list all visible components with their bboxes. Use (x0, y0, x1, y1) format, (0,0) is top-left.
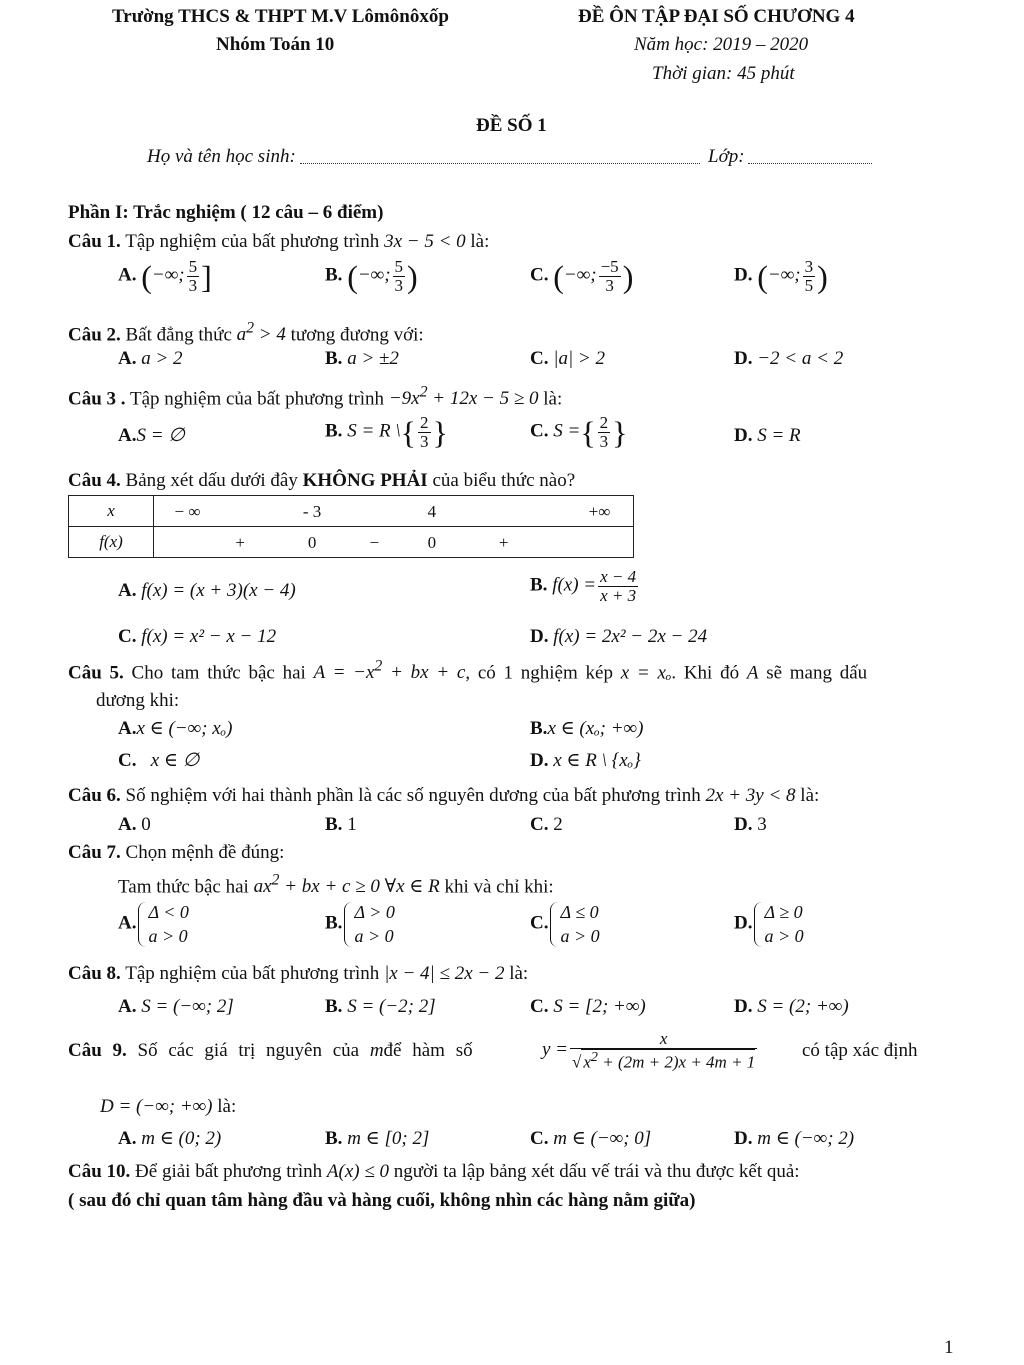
q9-stem: Câu 9. Số các giá trị nguyên của mđể hàm số (68, 1040, 473, 1061)
q9-tail: có tập xác định (802, 1040, 918, 1061)
q4-label: Câu 4. (68, 470, 121, 491)
q3-option-b: B. S = R \{ $\frac{2}{3}$ } (325, 413, 448, 451)
q7-sub: Tam thức bậc hai $ax^2$ + bx + c ≥ 0 ∀x ∈ R khi và chỉ khi: (118, 872, 554, 898)
q9-option-c: C. m ∈ (−∞; 0] (530, 1128, 652, 1149)
x-value: - 3 (302, 502, 322, 521)
q5-option-b: B.x ∈ (xₒ; +∞) (530, 718, 644, 739)
q4-stem: Câu 4. Bảng xét dấu dưới đây KHÔNG PHẢI của biểu thức nào? (68, 470, 576, 491)
student-name-field (300, 163, 700, 164)
exam-time: Thời gian: 45 phút (652, 63, 795, 84)
student-name-label: Họ và tên học sinh: (147, 146, 296, 167)
q9-option-b: B. m ∈ [0; 2] (325, 1128, 430, 1149)
school-name: Trường THCS & THPT M.V Lômônôxốp (112, 6, 449, 27)
q1-option-c: C. (−∞; $\frac{-5}{3}$ ) (530, 257, 634, 295)
q9-option-a: A. m ∈ (0; 2) (118, 1128, 222, 1149)
x-value: − ∞ (174, 502, 201, 521)
q7-option-a: A. Δ < 0 a > 0 (118, 900, 189, 949)
sign-table (68, 495, 634, 558)
q1-text: Tập nghiệm của bất phương trình (125, 231, 380, 252)
q1-option-b: B. (−∞; $\frac{5}{3}$ ) (325, 257, 418, 295)
q5-stem-cont: dương khi: (96, 690, 180, 711)
q5-label: Câu 5. (68, 662, 124, 684)
q10-label: Câu 10. (68, 1161, 131, 1182)
q9-domain: D = (−∞; +∞) là: (100, 1096, 237, 1117)
q3-option-c: C. S ={ $\frac{2}{3}$ } (530, 413, 628, 451)
q8-option-c: C. S = [2; +∞) (530, 996, 646, 1017)
school-year: Năm học: 2019 – 2020 (634, 34, 809, 55)
q6-option-c: C. 2 (530, 814, 563, 835)
q4-option-b: B. f(x) = $\frac{x - 4}{x + 3}$ (530, 567, 637, 605)
q5-option-a: A.x ∈ (−∞; xₒ) (118, 718, 233, 739)
q4-option-c: C. f(x) = x² − x − 12 (118, 626, 277, 647)
x-value: +∞ (588, 502, 611, 521)
q10-stem: Câu 10. Để giải bất phương trình A(x) ≤ 0 người ta lập bảng xét dấu vế trái và thu được kết quả: (68, 1161, 800, 1182)
q5-option-c: C. x ∈ ∅ (118, 750, 200, 771)
q2-option-b: B. a > ±2 (325, 348, 399, 369)
q2-stem: Câu 2. Bất đẳng thức $a^2 > 4$ tương đương với: (68, 320, 424, 346)
q9-function: y = $\frac{x}{√ x^2 + (2m + 2)x + 4m + 1}$ (542, 1029, 756, 1072)
sign-table-f-header: f(x) (69, 527, 154, 558)
q8-option-b: B. S = (−2; 2] (325, 996, 436, 1017)
sign-table-x-row (154, 496, 634, 527)
q4-option-a: A. f(x) = (x + 3)(x − 4) (118, 580, 296, 601)
sign-table-f-row (154, 527, 634, 558)
q7-option-b: B. Δ > 0 a > 0 (325, 900, 395, 949)
q8-label: Câu 8. (68, 963, 121, 984)
q1-stem (68, 231, 489, 253)
sign-table-x-header: x (69, 496, 154, 527)
q1-expr: 3x − 5 < 0 (384, 231, 466, 252)
test-number: ĐỀ SỐ 1 (476, 115, 547, 136)
q1-option-d: D. (−∞; $\frac{3}{5}$ ) (734, 257, 828, 295)
q8-stem: Câu 8. Tập nghiệm của bất phương trình |x − 4| ≤ 2x − 2 là: (68, 963, 529, 984)
q6-option-a: A. 0 (118, 814, 151, 835)
page-number: 1 (944, 1337, 954, 1358)
q9-label: Câu 9. (68, 1040, 127, 1061)
q1-option-a: A. (−∞; $\frac{5}{3}$ ] (118, 257, 212, 295)
q6-label: Câu 6. (68, 785, 121, 806)
group-name: Nhóm Toán 10 (216, 34, 335, 55)
class-label: Lớp: (708, 146, 745, 167)
q3-stem: Câu 3 . Tập nghiệm của bất phương trình $-9x^2 + 12x - 5 \ge 0$ là: (68, 384, 563, 410)
q2-option-a: A. a > 2 (118, 348, 183, 369)
q3-option-a: A.S = ∅ (118, 425, 185, 446)
q7-option-d: D. Δ ≥ 0 a > 0 (734, 900, 804, 949)
q5-stem: Câu 5. Cho tam thức bậc hai $A = -x^2$ + bx + c, có 1 nghiệm kép x = xₒ. Khi đó A sẽ mang dấu (68, 658, 868, 684)
q6-option-b: B. 1 (325, 814, 357, 835)
q10-note: ( sau đó chỉ quan tâm hàng đầu và hàng cuối, không nhìn các hàng nằm giữa) (68, 1190, 696, 1211)
q2-label: Câu 2. (68, 324, 121, 346)
q2-option-c: C. |a| > 2 (530, 348, 606, 369)
q8-option-d: D. S = (2; +∞) (734, 996, 849, 1017)
sign-value: − (369, 533, 380, 552)
part1-title: Phần I: Trắc nghiệm ( 12 câu – 6 điểm) (68, 202, 384, 223)
q7-option-c: C. Δ ≤ 0 a > 0 (530, 900, 600, 949)
q7-label: Câu 7. (68, 842, 121, 863)
q6-option-d: D. 3 (734, 814, 767, 835)
exam-title: ĐỀ ÔN TẬP ĐẠI SỐ CHƯƠNG 4 (578, 6, 855, 27)
sign-value: 0 (307, 533, 317, 552)
q1-tail: là: (470, 231, 490, 252)
q3-option-d: D. S = R (734, 425, 801, 446)
sign-value: + (498, 533, 509, 552)
q3-label: Câu 3 . (68, 388, 126, 410)
q5-option-d: D. x ∈ R \ {xₒ} (530, 750, 641, 771)
q8-option-a: A. S = (−∞; 2] (118, 996, 234, 1017)
q4-option-d: D. f(x) = 2x² − 2x − 24 (530, 626, 708, 647)
q2-option-d: D. −2 < a < 2 (734, 348, 844, 369)
sign-value: 0 (427, 533, 437, 552)
q1-label: Câu 1. (68, 231, 121, 252)
q6-stem: Câu 6. Số nghiệm với hai thành phần là các số nguyên dương của bất phương trình 2x + 3y < 8 là: (68, 785, 820, 806)
q7-stem: Câu 7. Chọn mệnh đề đúng: (68, 842, 285, 863)
class-field (748, 163, 872, 164)
q9-option-d: D. m ∈ (−∞; 2) (734, 1128, 855, 1149)
sign-value: + (235, 533, 246, 552)
x-value: 4 (427, 502, 437, 521)
